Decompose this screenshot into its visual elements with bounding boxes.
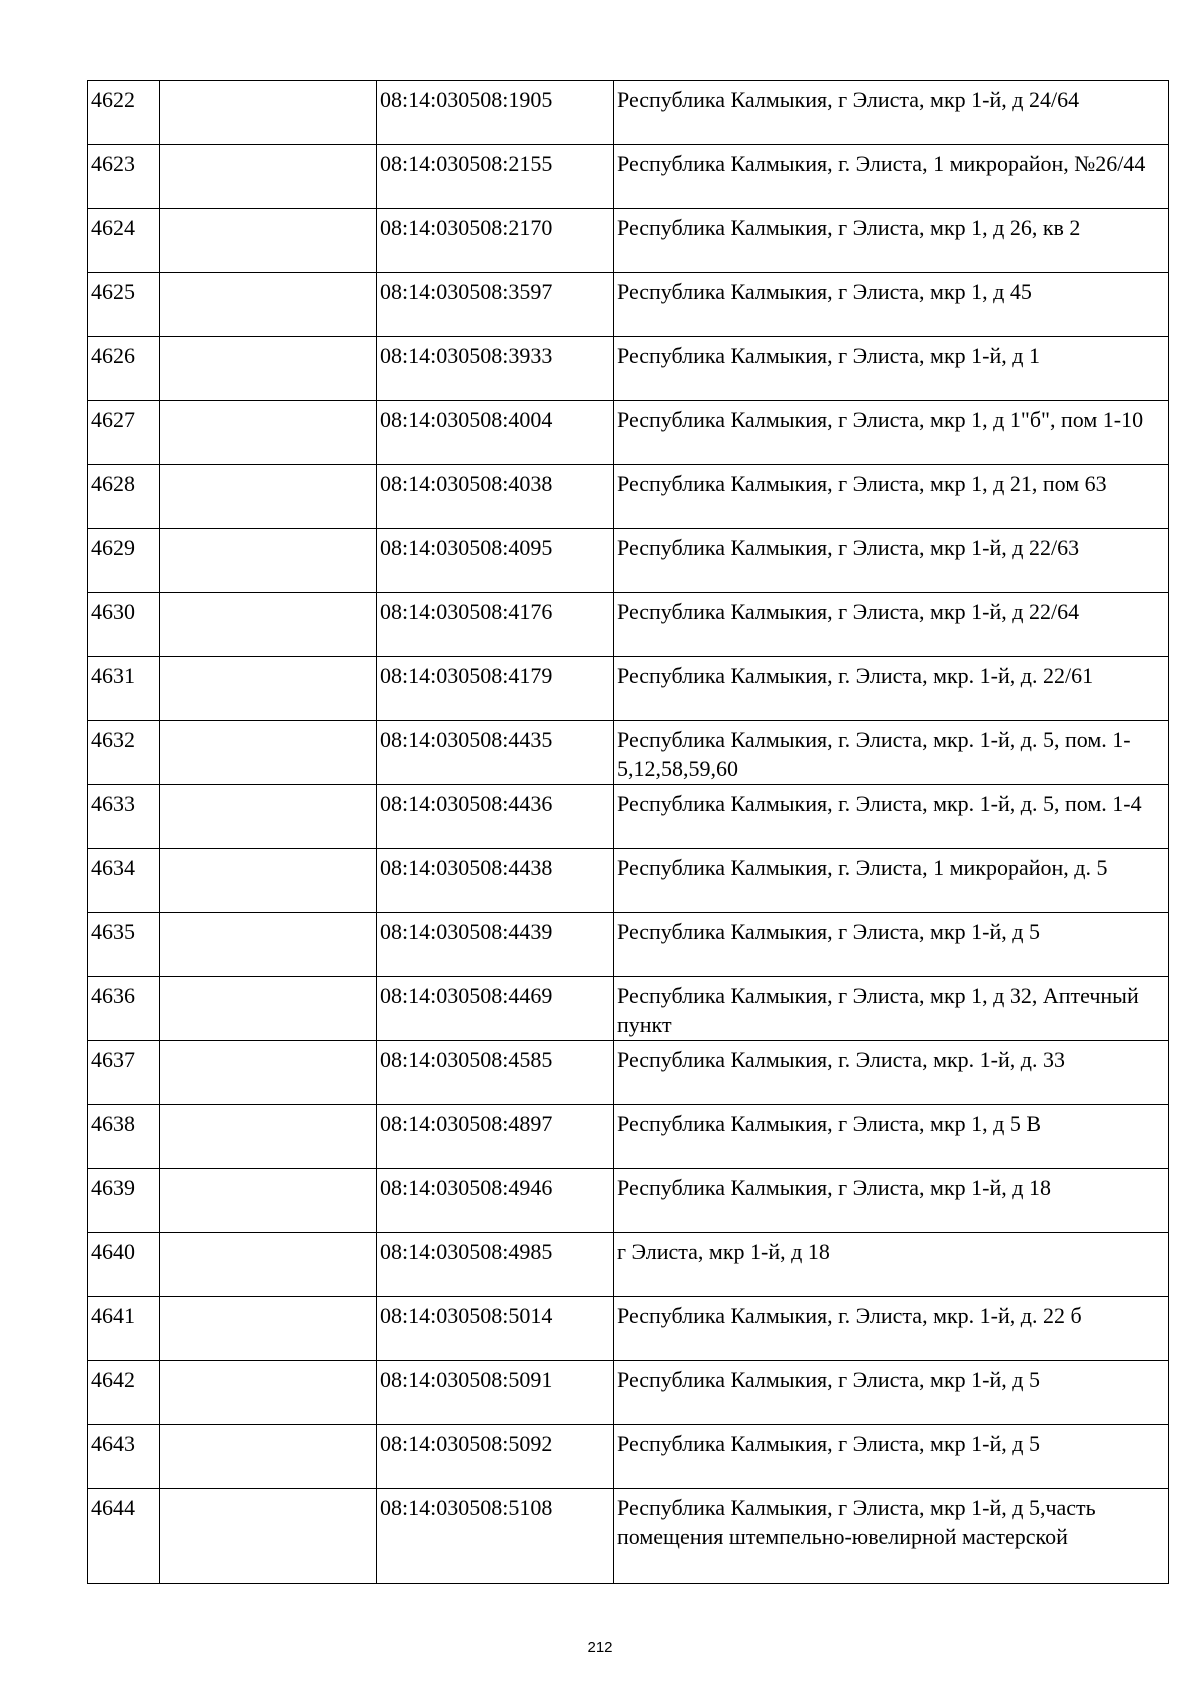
table-row — [88, 1297, 1169, 1361]
cadastral-number-cell: 08:14:030508:4897 — [377, 1105, 614, 1169]
cadastral-number-cell: 08:14:030508:3933 — [377, 337, 614, 401]
empty-cell — [160, 1425, 377, 1489]
row-number-cell: 4626 — [88, 337, 160, 401]
cadastral-number-cell: 08:14:030508:4985 — [377, 1233, 614, 1297]
table-row — [88, 721, 1169, 785]
cadastral-number-cell: 08:14:030508:4585 — [377, 1041, 614, 1105]
table-row — [88, 1425, 1169, 1489]
cadastral-number-cell: 08:14:030508:4004 — [377, 401, 614, 465]
row-number-cell: 4628 — [88, 465, 160, 529]
address-cell: Республика Калмыкия, г. Элиста, 1 микрорайон, д. 5 — [614, 849, 1169, 913]
table-row — [88, 849, 1169, 913]
row-number-cell: 4630 — [88, 593, 160, 657]
address-cell: Республика Калмыкия, г Элиста, мкр 1, д 1"б", пом 1-10 — [614, 401, 1169, 465]
address-cell: Республика Калмыкия, г Элиста, мкр 1, д 5 В — [614, 1105, 1169, 1169]
empty-cell — [160, 1169, 377, 1233]
address-cell: Республика Калмыкия, г Элиста, мкр 1, д 21, пом 63 — [614, 465, 1169, 529]
cadastral-number-cell: 08:14:030508:2170 — [377, 209, 614, 273]
row-number-cell: 4637 — [88, 1041, 160, 1105]
property-registry-table — [87, 80, 1169, 1584]
empty-cell — [160, 1041, 377, 1105]
row-number-cell: 4639 — [88, 1169, 160, 1233]
row-number-cell: 4622 — [88, 81, 160, 145]
address-cell: Республика Калмыкия, г. Элиста, 1 микрорайон, №26/44 — [614, 145, 1169, 209]
table-row — [88, 1169, 1169, 1233]
registry-table-body — [88, 81, 1169, 1584]
cadastral-number-cell: 08:14:030508:4435 — [377, 721, 614, 785]
row-number-cell: 4642 — [88, 1361, 160, 1425]
address-cell: Республика Калмыкия, г Элиста, мкр 1-й, д 1 — [614, 337, 1169, 401]
empty-cell — [160, 785, 377, 849]
address-cell: Республика Калмыкия, г. Элиста, мкр. 1-й, д. 33 — [614, 1041, 1169, 1105]
row-number-cell: 4643 — [88, 1425, 160, 1489]
empty-cell — [160, 81, 377, 145]
row-number-cell: 4641 — [88, 1297, 160, 1361]
empty-cell — [160, 273, 377, 337]
address-cell: Республика Калмыкия, г. Элиста, мкр. 1-й, д. 5, пом. 1-4 — [614, 785, 1169, 849]
table-row — [88, 529, 1169, 593]
row-number-cell: 4632 — [88, 721, 160, 785]
address-cell: Республика Калмыкия, г. Элиста, мкр. 1-й, д. 22/61 — [614, 657, 1169, 721]
page-number: 212 — [587, 1639, 613, 1656]
address-cell: Республика Калмыкия, г Элиста, мкр 1-й, д 24/64 — [614, 81, 1169, 145]
table-row — [88, 593, 1169, 657]
empty-cell — [160, 1233, 377, 1297]
table-row — [88, 977, 1169, 1041]
row-number-cell: 4644 — [88, 1489, 160, 1584]
cadastral-number-cell: 08:14:030508:2155 — [377, 145, 614, 209]
cadastral-number-cell: 08:14:030508:5092 — [377, 1425, 614, 1489]
table-row — [88, 913, 1169, 977]
empty-cell — [160, 209, 377, 273]
table-row — [88, 1105, 1169, 1169]
empty-cell — [160, 593, 377, 657]
empty-cell — [160, 465, 377, 529]
cadastral-number-cell: 08:14:030508:4439 — [377, 913, 614, 977]
address-cell: Республика Калмыкия, г Элиста, мкр 1-й, д 5,часть помещения штемпельно-ювелирной мастерской — [614, 1489, 1169, 1584]
row-number-cell: 4635 — [88, 913, 160, 977]
empty-cell — [160, 721, 377, 785]
row-number-cell: 4634 — [88, 849, 160, 913]
table-row — [88, 465, 1169, 529]
address-cell: Республика Калмыкия, г Элиста, мкр 1, д 26, кв 2 — [614, 209, 1169, 273]
table-row — [88, 145, 1169, 209]
table-row — [88, 273, 1169, 337]
table-row — [88, 785, 1169, 849]
table-row — [88, 1489, 1169, 1584]
empty-cell — [160, 1361, 377, 1425]
address-cell: Республика Калмыкия, г. Элиста, мкр. 1-й, д. 22 б — [614, 1297, 1169, 1361]
row-number-cell: 4624 — [88, 209, 160, 273]
address-cell: Республика Калмыкия, г Элиста, мкр 1, д 32, Аптечный пункт — [614, 977, 1169, 1041]
row-number-cell: 4631 — [88, 657, 160, 721]
table-row — [88, 81, 1169, 145]
row-number-cell: 4623 — [88, 145, 160, 209]
row-number-cell: 4629 — [88, 529, 160, 593]
table-row — [88, 657, 1169, 721]
row-number-cell: 4638 — [88, 1105, 160, 1169]
document-sheet — [87, 80, 1168, 1584]
empty-cell — [160, 1297, 377, 1361]
address-cell: Республика Калмыкия, г Элиста, мкр 1-й, д 5 — [614, 913, 1169, 977]
row-number-cell: 4627 — [88, 401, 160, 465]
cadastral-number-cell: 08:14:030508:4469 — [377, 977, 614, 1041]
table-row — [88, 209, 1169, 273]
cadastral-number-cell: 08:14:030508:4095 — [377, 529, 614, 593]
cadastral-number-cell: 08:14:030508:1905 — [377, 81, 614, 145]
cadastral-number-cell: 08:14:030508:4179 — [377, 657, 614, 721]
row-number-cell: 4640 — [88, 1233, 160, 1297]
row-number-cell: 4633 — [88, 785, 160, 849]
address-cell: Республика Калмыкия, г Элиста, мкр 1-й, д 22/63 — [614, 529, 1169, 593]
address-cell: Республика Калмыкия, г. Элиста, мкр. 1-й, д. 5, пом. 1-5,12,58,59,60 — [614, 721, 1169, 785]
table-row — [88, 1041, 1169, 1105]
table-row — [88, 401, 1169, 465]
empty-cell — [160, 337, 377, 401]
empty-cell — [160, 849, 377, 913]
cadastral-number-cell: 08:14:030508:4436 — [377, 785, 614, 849]
address-cell: Республика Калмыкия, г Элиста, мкр 1, д 45 — [614, 273, 1169, 337]
address-cell: г Элиста, мкр 1-й, д 18 — [614, 1233, 1169, 1297]
cadastral-number-cell: 08:14:030508:4176 — [377, 593, 614, 657]
empty-cell — [160, 657, 377, 721]
cadastral-number-cell: 08:14:030508:3597 — [377, 273, 614, 337]
cadastral-number-cell: 08:14:030508:5091 — [377, 1361, 614, 1425]
table-row — [88, 337, 1169, 401]
address-cell: Республика Калмыкия, г Элиста, мкр 1-й, д 18 — [614, 1169, 1169, 1233]
cadastral-number-cell: 08:14:030508:4946 — [377, 1169, 614, 1233]
empty-cell — [160, 977, 377, 1041]
table-row — [88, 1361, 1169, 1425]
address-cell: Республика Калмыкия, г Элиста, мкр 1-й, д 5 — [614, 1361, 1169, 1425]
row-number-cell: 4625 — [88, 273, 160, 337]
empty-cell — [160, 913, 377, 977]
table-row — [88, 1233, 1169, 1297]
empty-cell — [160, 529, 377, 593]
empty-cell — [160, 145, 377, 209]
cadastral-number-cell: 08:14:030508:5014 — [377, 1297, 614, 1361]
cadastral-number-cell: 08:14:030508:4038 — [377, 465, 614, 529]
empty-cell — [160, 401, 377, 465]
empty-cell — [160, 1489, 377, 1584]
cadastral-number-cell: 08:14:030508:4438 — [377, 849, 614, 913]
address-cell: Республика Калмыкия, г Элиста, мкр 1-й, д 22/64 — [614, 593, 1169, 657]
row-number-cell: 4636 — [88, 977, 160, 1041]
empty-cell — [160, 1105, 377, 1169]
address-cell: Республика Калмыкия, г Элиста, мкр 1-й, д 5 — [614, 1425, 1169, 1489]
cadastral-number-cell: 08:14:030508:5108 — [377, 1489, 614, 1584]
